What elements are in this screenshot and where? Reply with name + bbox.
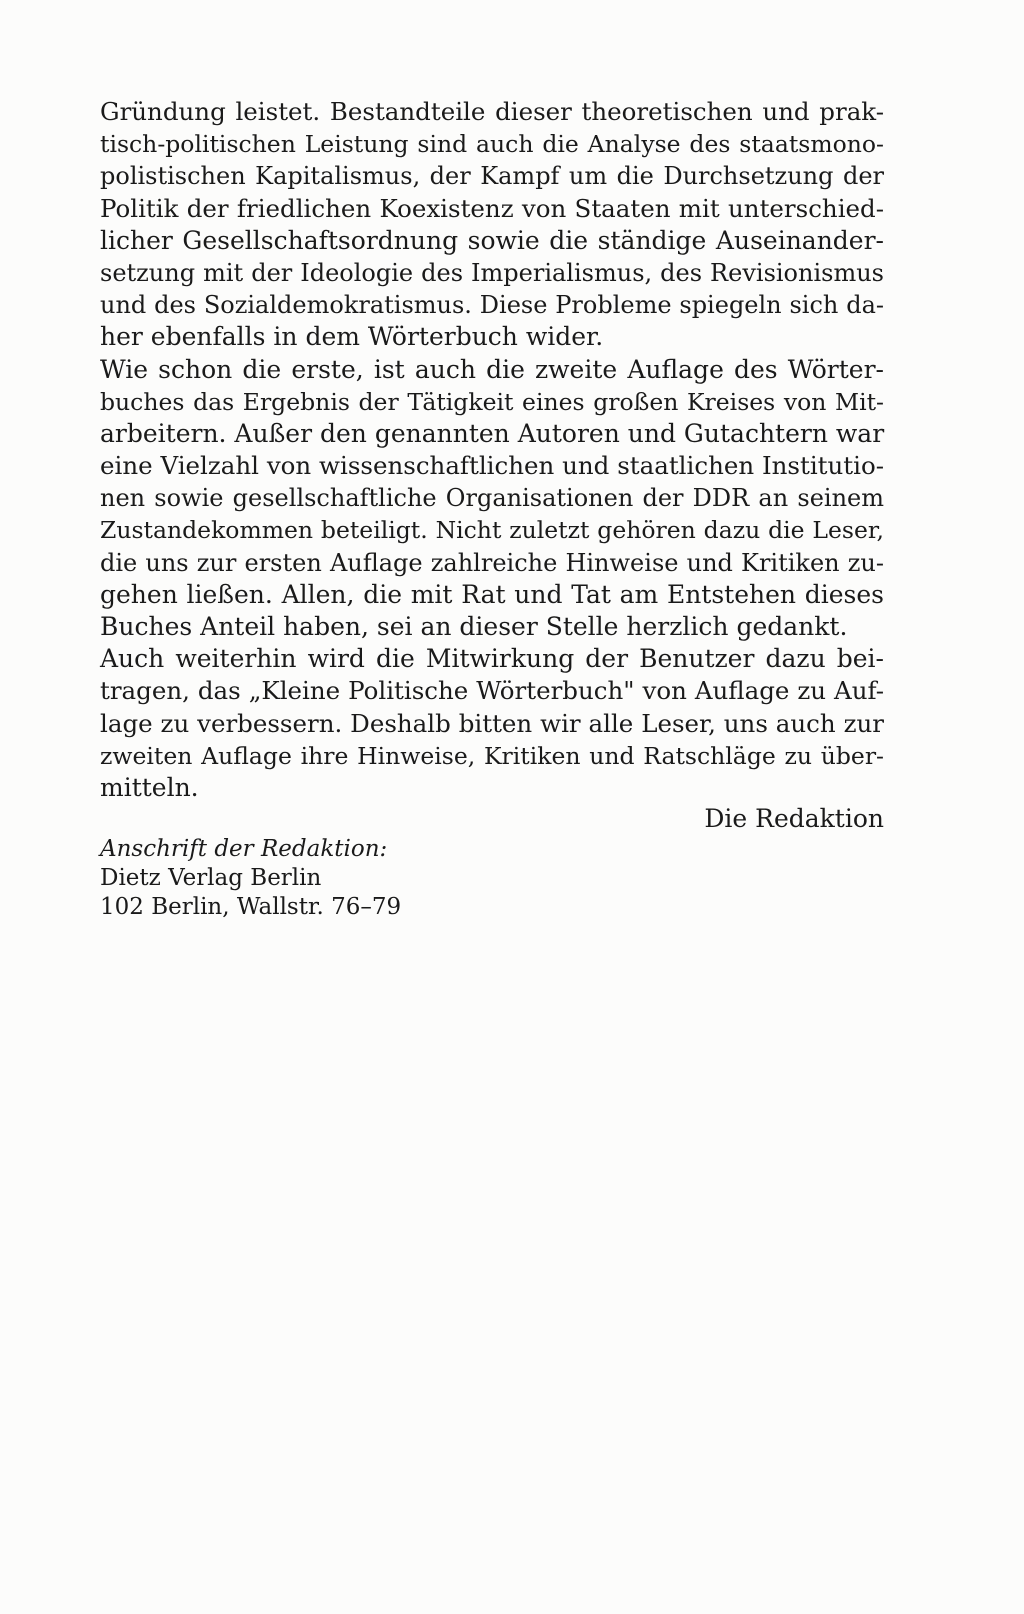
text-line: gehen ließen. Allen, die mit Rat und Tat am Entstehen dieses (100, 579, 884, 609)
text-line: und des Sozialdemokratismus. Diese Probleme spiegeln sich da- (100, 291, 884, 320)
text-line: buches das Ergebnis der Tätigkeit eines großen Kreises von Mit- (100, 387, 884, 416)
text-line: tragen, das „Kleine Politische Wörterbuch" von Auflage zu Auf- (100, 676, 884, 706)
text-line: zweiten Auflage ihre Hinweise, Kritiken und Ratschläge zu über- (100, 741, 884, 770)
signature: Die Redaktion (704, 804, 884, 833)
paragraph-2 (100, 354, 884, 644)
text-line: eine Vielzahl von wissenschaftlichen und staatlichen Institutio- (100, 451, 884, 481)
text-line: lage zu verbessern. Deshalb bitten wir alle Leser, uns auch zur (100, 708, 884, 738)
text-line: licher Gesellschaftsordnung sowie die ständige Auseinander- (100, 225, 884, 255)
text-line: setzung mit der Ideologie des Imperialismus, des Revisionismus (100, 258, 884, 287)
paragraph-3 (100, 643, 884, 804)
body-text (100, 96, 884, 804)
editorial-address (100, 835, 700, 922)
paragraph-1 (100, 96, 884, 354)
text-line: polistischen Kapitalismus, der Kampf um die Durchsetzung der (100, 162, 884, 191)
text-line: arbeitern. Außer den genannten Autoren und Gutachtern war (100, 418, 885, 448)
text-line: Zustandekommen beteiligt. Nicht zuletzt gehören dazu die Leser, (100, 516, 884, 545)
text-line: her ebenfalls in dem Wörterbuch wider. (100, 322, 604, 352)
text-line: die uns zur ersten Auflage zahlreiche Hinweise und Kritiken zu- (100, 548, 884, 577)
address-line: 102 Berlin, Wallstr. 76–79 (100, 894, 402, 920)
text-line: Politik der friedlichen Koexistenz von Staaten mit unterschied- (100, 193, 884, 223)
text-line: mitteln. (100, 772, 199, 802)
text-line: Gründung leistet. Bestandteile dieser theoretischen und prak- (100, 97, 884, 126)
address-line: Dietz Verlag Berlin (100, 865, 322, 891)
text-line: tisch-politischen Leistung sind auch die Analyse des staatsmono- (100, 130, 884, 159)
address-heading: Anschrift der Redaktion: (100, 836, 388, 862)
text-line: Wie schon die erste, ist auch die zweite Auflage des Wörter- (100, 354, 884, 384)
text-line: nen sowie gesellschaftliche Organisationen der DDR an seinem (100, 484, 884, 513)
text-line: Auch weiterhin wird die Mitwirkung der Benutzer dazu bei- (100, 644, 884, 674)
text-line: Buches Anteil haben, sei an dieser Stelle herzlich gedankt. (100, 612, 848, 641)
